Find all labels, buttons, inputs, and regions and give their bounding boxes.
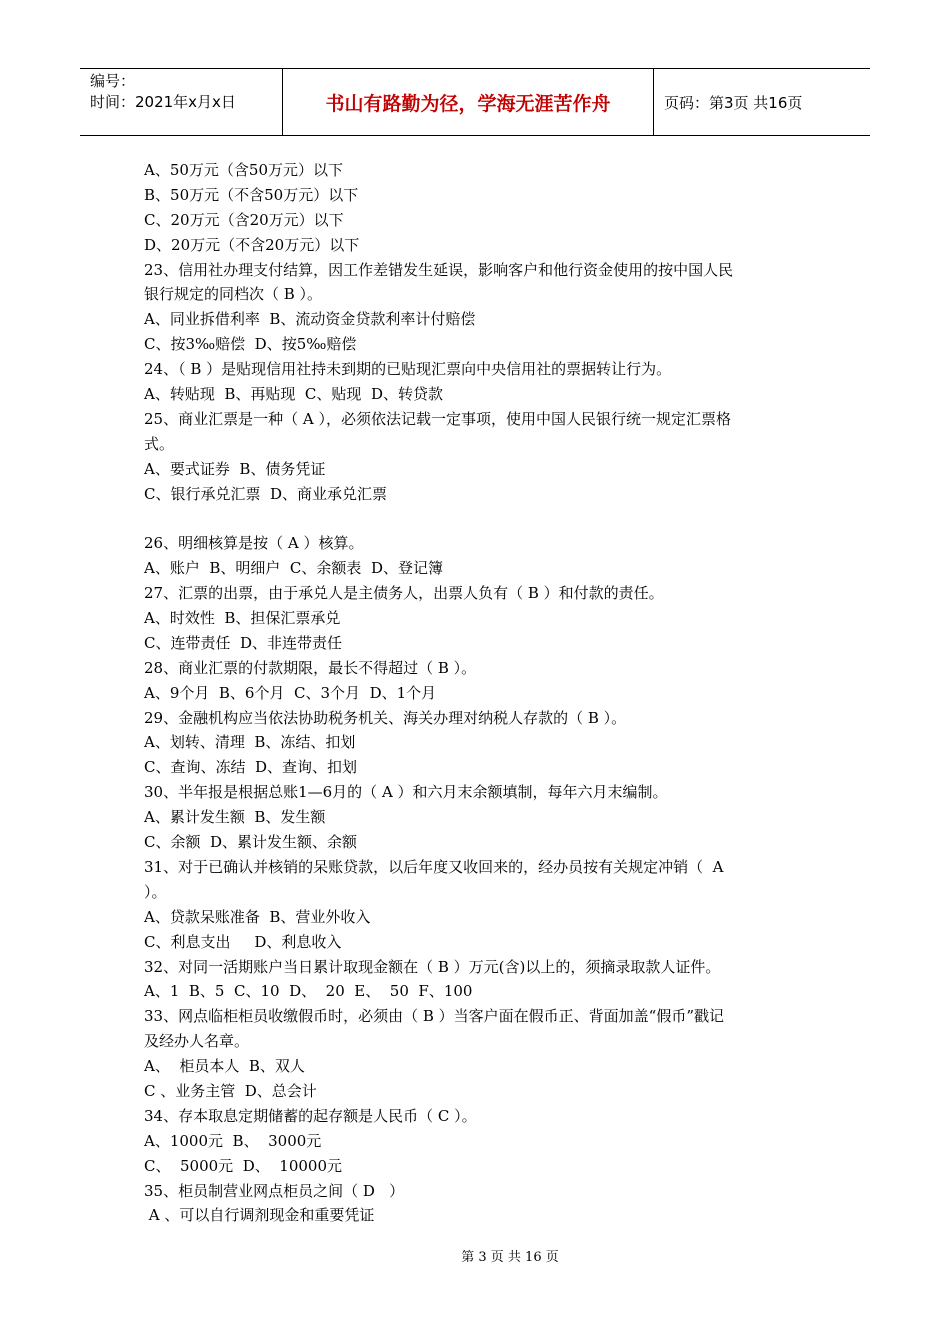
text-line: A、贷款呆账准备 B、营业外收入 [144, 907, 371, 926]
text-line: D、20万元（不含20万元）以下 [144, 235, 360, 254]
text-line [144, 506, 814, 531]
text-line: C、按3‰赔偿 D、按5‰赔偿 [144, 335, 357, 354]
text-line: C、查询、冻结 D、查询、扣划 [144, 758, 358, 777]
text-line: 27、汇票的出票，由于承兑人是主债务人，出票人负有（ B ）和付款的责任。 [144, 584, 664, 603]
text-line: A、1 B、5 C、10 D、 20 E、 50 F、100 [144, 982, 473, 1001]
text-line: A、1000元 B、 3000元 [144, 1131, 322, 1150]
text-line: A、要式证券 B、债务凭证 [144, 459, 326, 478]
header-meta [80, 69, 282, 135]
text-line: B、50万元（不含50万元）以下 [144, 185, 359, 204]
text-line: 及经办人名章。 [144, 1032, 250, 1051]
text-line: 33、网点临柜柜员收缴假币时，必须由（ B ）当客户面在假币正、背面加盖“假币”戳记 [144, 1007, 724, 1026]
text-line: 28、商业汇票的付款期限，最长不得超过（ B ）。 [144, 658, 477, 677]
text-line: 24、（ B ）是贴现信用社持未到期的已贴现汇票向中央信用社的票据转让行为。 [144, 360, 672, 379]
text-line: 29、金融机构应当依法协助税务机关、海关办理对纳税人存款的（ B ）。 [144, 708, 627, 727]
text-line: 35、柜员制营业网点柜员之间（ D ） [144, 1181, 405, 1200]
page-footer [0, 1246, 950, 1265]
text-line: 31、对于已确认并核销的呆账贷款，以后年度又收回来的，经办员按有关规定冲销（ A [144, 857, 724, 876]
text-line: 23、信用社办理支付结算，因工作差错发生延误，影响客户和他行资金使用的按中国人民 [144, 260, 734, 279]
text-line: 26、明细核算是按（ A ）核算。 [144, 534, 364, 553]
page-header [80, 68, 870, 136]
text-line: 银行规定的同档次（ B ）。 [144, 285, 323, 304]
text-line: A、划转、清理 B、冻结、扣划 [144, 733, 356, 752]
text-line: C 、业务主管 D、总会计 [144, 1081, 317, 1100]
text-line: ）。 [144, 882, 167, 901]
text-line: A、9个月 B、6个月 C、3个月 D、1个月 [144, 683, 437, 702]
number-label: 编号： [90, 72, 136, 90]
text-line: C、利息支出 D、利息收入 [144, 932, 342, 951]
text-line: A、同业拆借利率 B、流动资金贷款利率计付赔偿 [144, 310, 476, 329]
text-line: 式。 [144, 434, 175, 453]
text-line: A、账户 B、明细户 C、余额表 D、登记簿 [144, 559, 443, 578]
text-line: A 、可以自行调剂现金和重要凭证 [144, 1206, 375, 1225]
text-line: 25、商业汇票是一种（ A ），必须依法记载一定事项，使用中国人民银行统一规定汇票格 [144, 409, 731, 428]
text-line: A、转贴现 B、再贴现 C、贴现 D、转贷款 [144, 385, 443, 404]
document-body [144, 158, 814, 1228]
text-line: C、 5000元 D、 10000元 [144, 1156, 343, 1175]
text-line: C、20万元（含20万元）以下 [144, 210, 344, 229]
text-line: C、银行承兑汇票 D、商业承兑汇票 [144, 484, 388, 503]
text-line: 34、存本取息定期储蓄的起存额是人民币（ C ）。 [144, 1106, 477, 1125]
header-slogan: 书山有路勤为径，学海无涯苦作舟 [282, 69, 654, 135]
text-line: A、时效性 B、担保汇票承兑 [144, 609, 341, 628]
text-line: A、累计发生额 B、发生额 [144, 808, 326, 827]
text-line: A、50万元（含50万元）以下 [144, 161, 344, 179]
footer-page-number: 第 3 页 共 16 页 [461, 1250, 559, 1265]
text-line: A、 柜员本人 B、双人 [144, 1057, 305, 1076]
text-line: 30、半年报是根据总账1—6月的（ A ）和六月末余额填制，每年六月末编制。 [144, 783, 668, 802]
text-line: C、余额 D、累计发生额、余额 [144, 833, 358, 852]
text-line: 32、对同一活期账户当日累计取现金额在（ B ）万元(含)以上的，须摘录取款人证件。 [144, 957, 721, 976]
text-line: C、连带责任 D、非连带责任 [144, 633, 343, 652]
time-label: 时间：2021年x月x日 [90, 93, 236, 111]
header-page-label: 页码：第3页 共16页 [664, 93, 803, 112]
